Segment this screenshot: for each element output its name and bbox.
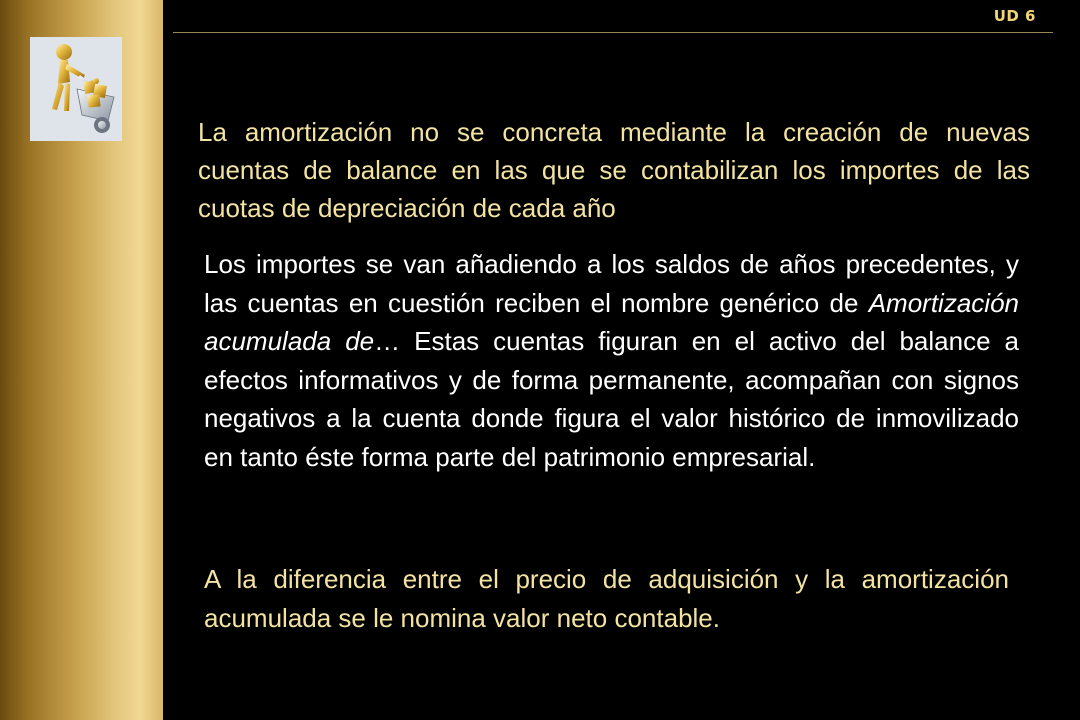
paragraph-text-start: Los importes se van añadiendo a los saldos de años precedentes, y las cuentas en cuestión reciben el nombre genérico de (204, 249, 1019, 318)
paragraph-net-book-value: A la diferencia entre el precio de adquisición y la amortización acumulada se le nomina valor neto contable. (204, 564, 1009, 633)
header-divider (173, 32, 1053, 33)
emphasized-term: Amortización acumulada de (204, 287, 1019, 356)
paragraph-text-end: … Estas cuentas figuran en el activo del balance a efectos informativos y de forma permanente, acompañan con signos negativos a la cuenta donde figura el valor histórico de inmovilizado en tanto éste forma parte del patrimonio empresarial. (204, 326, 1019, 472)
wheelbarrow-figure-icon (30, 37, 122, 141)
paragraph-accumulated-amortization (204, 245, 1019, 476)
unit-label: UD 6 (993, 7, 1036, 25)
paragraph-amortization-intro: La amortización no se concreta mediante la creación de nuevas cuentas de balance en las que se contabilizan los importes de las cuotas de depreciación de cada año (198, 117, 1030, 223)
